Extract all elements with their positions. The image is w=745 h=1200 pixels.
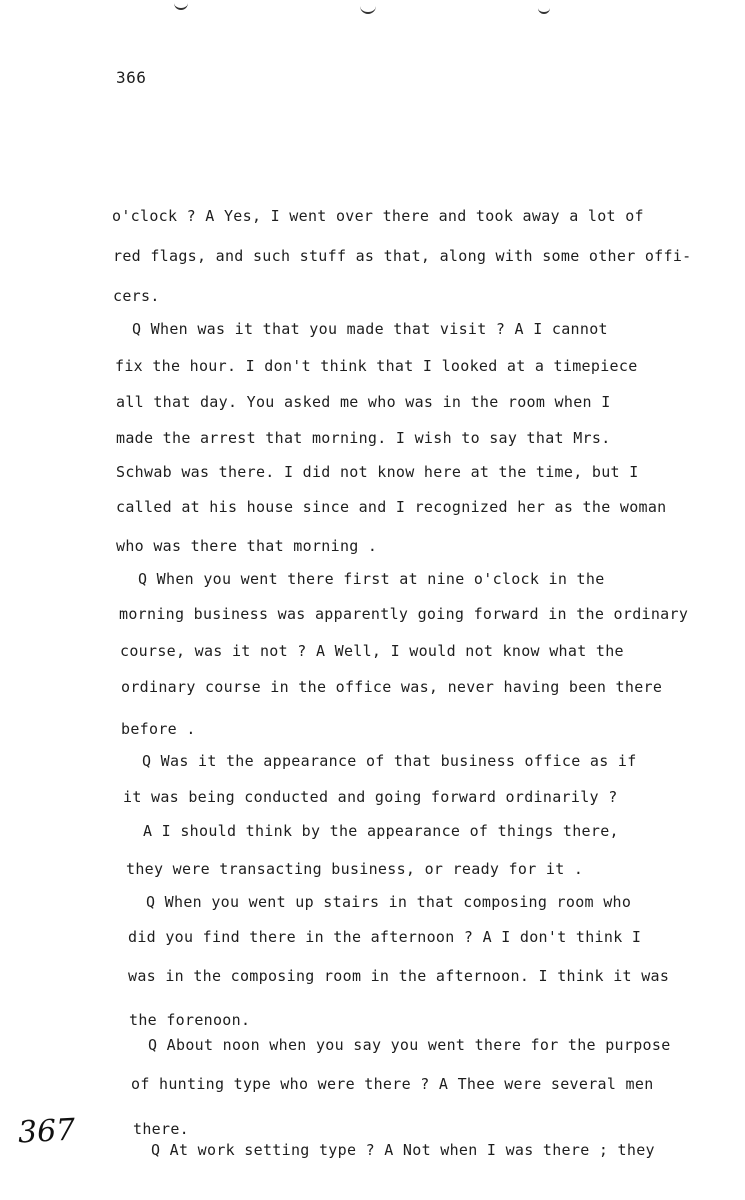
text-line: there. — [133, 1120, 189, 1138]
text-line: made the arrest that morning. I wish to say that Mrs. — [116, 429, 611, 447]
text-line: was in the composing room in the afternoon. I think it was — [128, 967, 670, 985]
text-line: Schwab was there. I did not know here at the time, but I — [116, 463, 639, 481]
handwritten-page-number: 367 — [17, 1112, 77, 1151]
text-line: Q When was it that you made that visit ? A I cannot — [132, 320, 608, 338]
text-line: Q When you went there first at nine o'clock in the — [138, 570, 605, 588]
text-line: o'clock ? A Yes, I went over there and took away a lot of — [112, 207, 644, 225]
text-line: course, was it not ? A Well, I would not know what the — [120, 642, 624, 660]
text-line: they were transacting business, or ready for it . — [126, 860, 584, 878]
text-line: who was there that morning . — [116, 537, 378, 555]
punch-mark-right — [538, 6, 550, 14]
text-line: morning business was apparently going forward in the ordinary — [119, 605, 689, 623]
text-line: of hunting type who were there ? A Thee were several men — [131, 1075, 654, 1093]
page-number: 366 — [116, 68, 147, 87]
text-line: A I should think by the appearance of things there, — [143, 822, 619, 840]
text-line: all that day. You asked me who was in the room when I — [116, 393, 611, 411]
text-line: ordinary course in the office was, never having been there — [121, 678, 663, 696]
text-line: called at his house since and I recognized her as the woman — [116, 498, 667, 516]
text-line: did you find there in the afternoon ? A I don't think I — [128, 928, 642, 946]
text-line: Q Was it the appearance of that business office as if — [142, 752, 637, 770]
punch-mark-left — [174, 2, 188, 10]
text-line: red flags, and such stuff as that, along with some other offi- — [113, 247, 692, 265]
text-line: before . — [121, 720, 196, 738]
text-line: the forenoon. — [129, 1011, 251, 1029]
text-line: it was being conducted and going forward ordinarily ? — [123, 788, 618, 806]
text-line: cers. — [113, 287, 160, 305]
punch-mark-center — [360, 4, 376, 14]
text-line: fix the hour. I don't think that I looked at a timepiece — [115, 357, 638, 375]
text-line: Q At work setting type ? A Not when I was there ; they — [151, 1141, 655, 1159]
text-line: Q When you went up stairs in that composing room who — [146, 893, 632, 911]
text-line: Q About noon when you say you went there for the purpose — [148, 1036, 671, 1054]
